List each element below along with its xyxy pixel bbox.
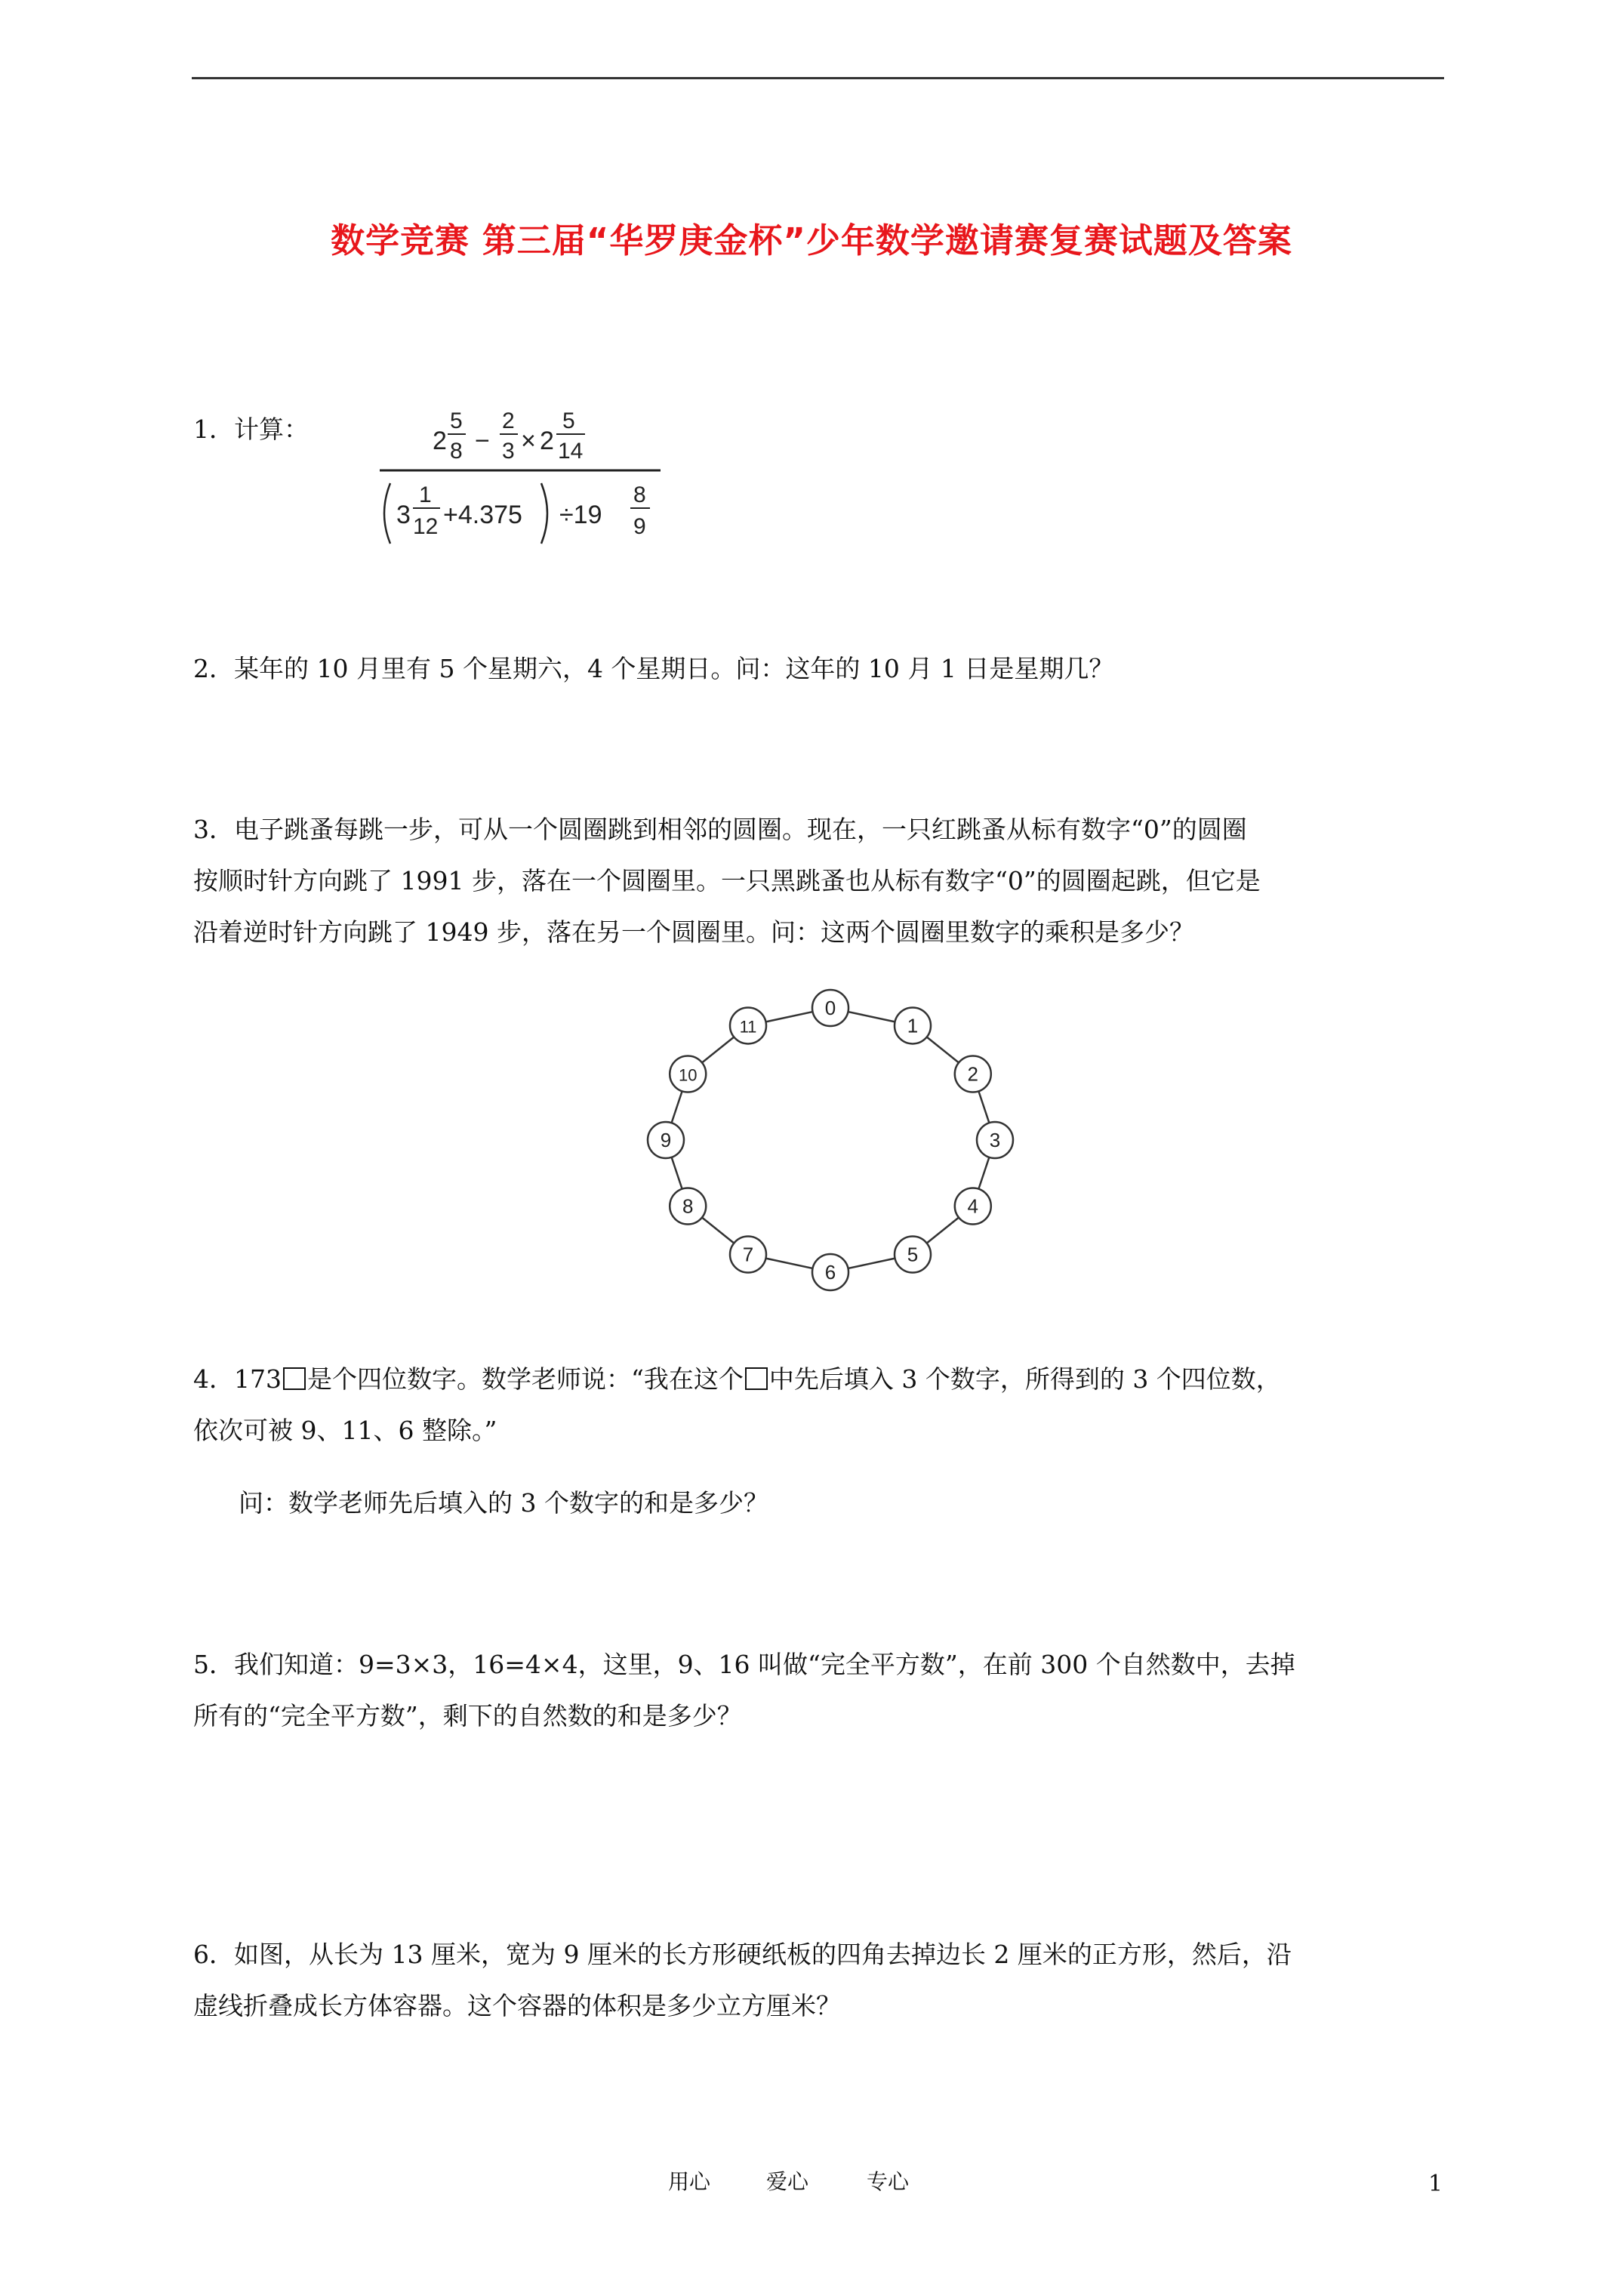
question-4-line-2: 依次可被 9、11、6 整除。” xyxy=(193,1416,497,1445)
circle-connector xyxy=(702,1037,734,1062)
circle-node-label: 0 xyxy=(824,997,836,1019)
question-1-label: 1．计算： xyxy=(193,415,309,444)
circle-node-label: 3 xyxy=(989,1129,1001,1151)
question-6-line-2: 虚线折叠成长方体容器。这个容器的体积是多少立方厘米？ xyxy=(193,1991,841,2020)
formula-den-a-n: 1 xyxy=(419,482,432,507)
question-3-line-2: 按顺时针方向跳了 1991 步，落在一个圆圈里。一只黑跳蚤也从标有数字“0”的圆圈起跳，但它是 xyxy=(193,866,1261,895)
circle-connector xyxy=(848,1012,895,1022)
question-3-line-3: 沿着逆时针方向跳了 1949 步，落在另一个圆圈里。问：这两个圆圈里数字的乘积是多少？ xyxy=(193,917,1194,947)
formula-num-a-d: 8 xyxy=(450,439,463,464)
formula-den-a-whole: 3 xyxy=(396,501,411,529)
circle-node-label: 7 xyxy=(742,1243,754,1266)
question-4 xyxy=(193,1354,1446,1456)
question-4-sub xyxy=(239,1478,1492,1529)
formula-div: ÷19 xyxy=(559,501,602,529)
footer-text-3: 专心 xyxy=(867,2169,910,2194)
formula-den-b-n: 8 xyxy=(633,482,646,507)
question-4-line-1b: 是个四位数字。数学老师说：“我在这个 xyxy=(306,1364,744,1394)
circle-node-label: 6 xyxy=(824,1261,836,1284)
circle-node-label: 11 xyxy=(739,1017,757,1037)
header-rule xyxy=(192,77,1444,79)
formula-num-c-whole: 2 xyxy=(540,427,554,455)
question-6-line-1: 6．如图，从长为 13 厘米，宽为 9 厘米的长方形硬纸板的四角去掉边长 2 厘米的正方形，然后，沿 xyxy=(193,1940,1292,1969)
circle-node-label: 5 xyxy=(907,1243,919,1266)
formula-num-b-d: 3 xyxy=(502,439,515,464)
circle-node-label: 8 xyxy=(682,1194,694,1218)
page-number: 1 xyxy=(1428,2171,1443,2197)
circle-connector xyxy=(978,1091,989,1123)
formula-num-c-d: 14 xyxy=(558,439,584,464)
circle-connector xyxy=(672,1091,682,1123)
question-2-text: 2．某年的 10 月里有 5 个星期六，4 个星期日。问：这年的 10 月 1 日是星期几？ xyxy=(193,654,1114,683)
formula-num-c-n: 5 xyxy=(562,408,575,433)
flea-circle-diagram xyxy=(642,982,1019,1299)
formula-num-a-whole: 2 xyxy=(433,427,447,455)
fraction-formula xyxy=(374,389,664,559)
question-5 xyxy=(193,1639,1446,1742)
circle-connector xyxy=(702,1218,734,1244)
footer-text-1: 用心 xyxy=(668,2169,711,2194)
circle-connector xyxy=(672,1157,682,1189)
circle-connector xyxy=(848,1259,895,1268)
question-3 xyxy=(193,804,1446,958)
question-3-line-1: 3．电子跳蚤每跳一步，可从一个圆圈跳到相邻的圆圈。现在，一只红跳蚤从标有数字“0”的圆圈 xyxy=(193,815,1247,844)
formula-den-a-d: 12 xyxy=(413,514,439,539)
question-2 xyxy=(193,643,1446,695)
formula-num-b-n: 2 xyxy=(502,408,515,433)
formula-minus: − xyxy=(475,427,490,455)
circle-node-label: 10 xyxy=(678,1065,698,1085)
blank-box-icon xyxy=(745,1367,768,1390)
circle-connector xyxy=(765,1259,812,1268)
blank-box-icon xyxy=(283,1367,306,1390)
question-6 xyxy=(193,1929,1446,2032)
formula-den-b-d: 9 xyxy=(633,514,646,539)
question-4-line-3: 问：数学老师先后填入的 3 个数字的和是多少？ xyxy=(239,1488,768,1518)
circle-connector xyxy=(927,1037,959,1062)
circle-node-label: 2 xyxy=(967,1062,979,1086)
circle-node-label: 4 xyxy=(967,1194,979,1218)
circle-connector xyxy=(765,1012,812,1022)
question-4-line-1 xyxy=(193,1354,1446,1405)
question-4-line-1c: 中先后填入 3 个数字，所得到的 3 个四位数， xyxy=(768,1364,1281,1394)
page-title: 数学竞赛 第三届“华罗庚金杯”少年数学邀请赛复赛试题及答案 xyxy=(331,220,1292,260)
formula-times: × xyxy=(521,427,536,455)
formula-plus: +4.375 xyxy=(443,501,522,529)
question-5-line-1: 5．我们知道：9=3×3，16=4×4，这里，9、16 叫做“完全平方数”，在前 300 个自然数中，去掉 xyxy=(193,1650,1295,1679)
circle-connector xyxy=(978,1157,989,1189)
circle-node-label: 1 xyxy=(907,1014,919,1037)
formula-num-a-n: 5 xyxy=(450,408,463,433)
footer-text-2: 爱心 xyxy=(766,2169,809,2194)
circle-connector xyxy=(927,1218,959,1244)
question-4-line-1a: 4．173 xyxy=(193,1364,282,1394)
circle-node-label: 9 xyxy=(660,1129,672,1151)
question-5-line-2: 所有的“完全平方数”，剩下的自然数的和是多少？ xyxy=(193,1701,742,1730)
